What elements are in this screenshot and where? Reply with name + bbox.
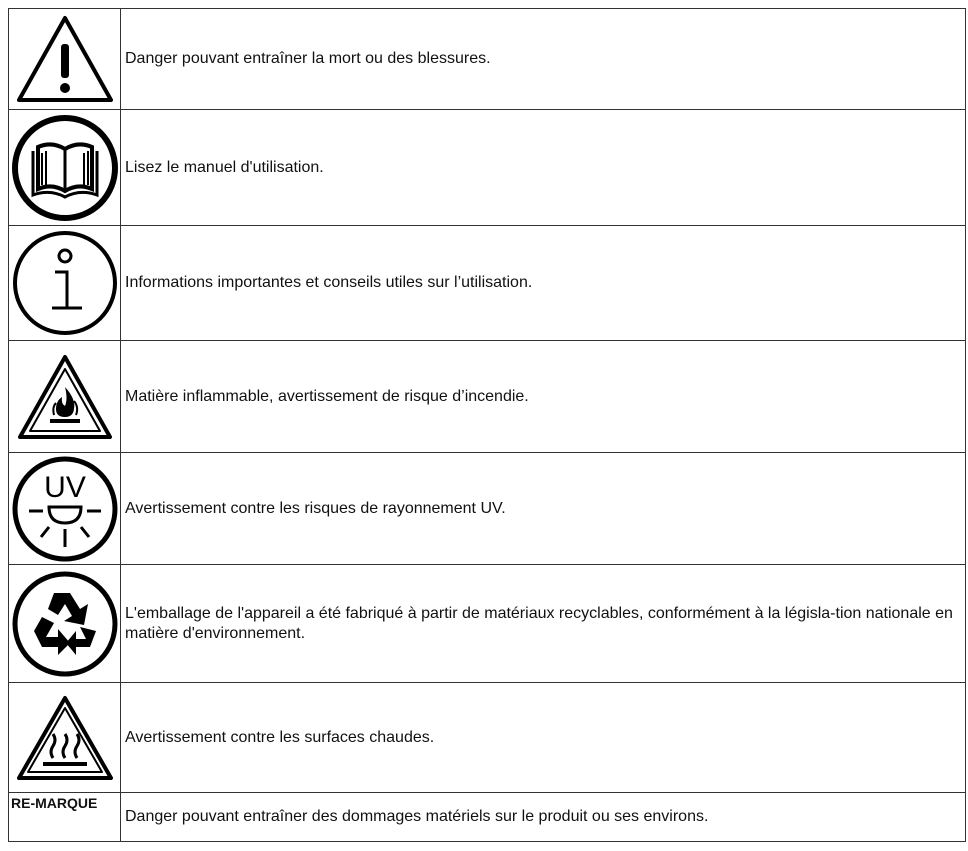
icon-cell (9, 565, 121, 682)
symbol-description: Matière inflammable, avertissement de risque d’incendie. (125, 387, 529, 405)
symbol-row-hot-surface (8, 682, 966, 792)
symbol-row-manual (8, 109, 966, 225)
uv-radiation-icon (11, 455, 119, 563)
symbol-description: Avertissement contre les surfaces chaudes. (125, 728, 435, 746)
symbol-description: Danger pouvant entraîner des dommages matériels sur le produit ou ses environs. (125, 808, 709, 825)
symbol-description: Avertissement contre les risques de rayonnement UV. (125, 499, 506, 517)
symbol-description: Informations importantes et conseils utiles sur l’utilisation. (125, 274, 533, 291)
recycle-icon (10, 569, 120, 679)
symbols-table (8, 8, 966, 842)
icon-cell (9, 9, 121, 109)
icon-cell (9, 226, 121, 340)
icon-cell (9, 683, 121, 792)
icon-cell (9, 341, 121, 452)
icon-cell (9, 453, 121, 564)
symbol-row-danger (8, 8, 966, 109)
icon-cell (9, 110, 121, 225)
symbol-row-flammable (8, 340, 966, 452)
symbol-row-remarque (8, 792, 966, 842)
symbol-description: Lisez le manuel d'utilisation. (125, 158, 324, 176)
info-icon (10, 228, 120, 338)
symbol-description: L'emballage de l'appareil a été fabriqué à partir de matériaux recyclables, conformément à la législa-tion nationale en matière d'environnement. (125, 604, 953, 642)
remarque-label: RE-MARQUE (11, 795, 98, 811)
symbol-row-info (8, 225, 966, 340)
manual-book-icon (10, 113, 120, 223)
symbol-description: Danger pouvant entraîner la mort ou des blessures. (125, 50, 491, 67)
symbol-row-uv (8, 452, 966, 564)
svg-text:UV: UV (43, 470, 86, 504)
hot-surface-icon (13, 690, 117, 786)
flammable-icon (14, 349, 116, 445)
icon-cell (9, 793, 121, 841)
symbol-row-recycle (8, 564, 966, 682)
warning-triangle-icon (13, 12, 117, 106)
